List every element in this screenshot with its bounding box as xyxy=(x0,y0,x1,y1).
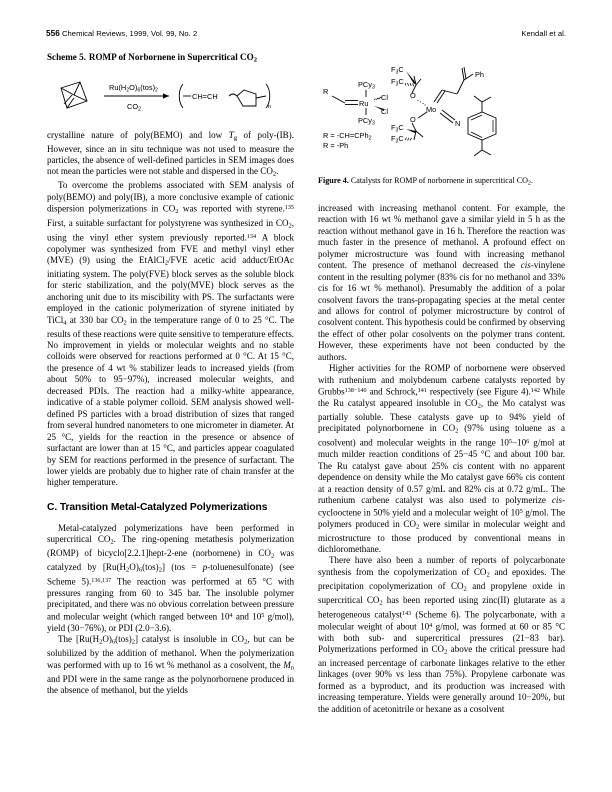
left-paragraph-1: crystalline nature of poly(BEMO) and low $T_g$ of poly-(IB). However, since an in situ technique was not used to measure the particles, the absence of well-defined particles in SEM images does not mean the particles were not stable and dispersed in the $CO_2$. xyxy=(47,129,294,178)
reaction-arrow xyxy=(104,93,169,98)
ru-metal-label: Ru xyxy=(359,99,369,108)
norbornene-structure xyxy=(61,82,87,108)
mo-aryl-ring xyxy=(468,112,496,140)
page-number: 556 xyxy=(46,29,60,38)
reagent-below-arrow: $CO_2$ xyxy=(127,101,141,113)
scheme-5-title-sub: 2 xyxy=(253,56,257,64)
journal-citation: Chemical Reviews, 1999, Vol. 99, No. 2 xyxy=(61,29,198,38)
right-paragraph-3: There have also been a number of reports of polycarbonate synthesis from the copolymerization of $CO_2$ and epoxides. The precipitation copolymerization of $CO_2$ and propylene oxide in supercritical $CO_2$ has been reported using zinc(II) glutarate as a heterogeneous catalyst$^{143}$ (Scheme 6). The polycarbonate, with a molecular weight of about $10^4$ g/mol, was formed at 60 or 85 °C with both sub- and supercritical pressures (21−83 bar). Polymerizations performed in $CO_2$ above the critical pressure had an increased percentage of carbonate linkages relative to the ether linkages (over 90% vs less than 75%). Propylene carbonate was formed as a byproduct, and its production was increased with increasing temperature. Yields were generally around 10−20%, but the addition of acetonitrile or hexane as a cosolvent xyxy=(318,555,566,714)
left-paragraph-3: Metal-catalyzed polymerizations have been performed in supercritical $CO_2$. The ring-opening metathesis polymerization (ROMP) of bicyclo[2.2.1]hept-2-ene (norbornene) in $CO_2$ was catalyzed by $[Ru(H_2O)_6(tos)_2] (tos$ = p-toluenesulfonate) (see Scheme 5).$^{136,137}$ The reaction was performed at 65 °C with pressures ranging from 60 to 345 bar. The insoluble polymer precipitated, and there was no obvious correlation between pressure and molecular weight (which ranged between $10^4$ and $10^5$ g/mol), yield (30−76%), or PDI (2.0−3.6). xyxy=(47,522,295,633)
scheme-5-title xyxy=(47,52,294,66)
scheme-5-svg xyxy=(47,68,294,124)
left-paragraph-2: To overcome the problems associated with SEM analysis of poly(BEMO) and poly(IB), a more conclusive example of cationic dispersion polymerizations in $CO_2$ was reported with styrene.$^{135}$ First, a suitable surfactant for polystyrene was synthesized in $CO_2$, using the vinyl ether system previously reported.$^{134}$ A block copolymer was synthesized from FVE and methyl vinyl ether (MVE) (9) using the EtAlCl$_2$/FVE acetic acid adduct/EtOAc initiating system. The poly(FVE) block serves as the soluble block for steric stabilization, and the poly(MVE) block serves as the anchoring unit due to its miscibility with PS. The surfactants were employed in the cationic polymerization of styrene initiated by TiCl$_4$ at 330 bar $CO_2$ in the temperature range of 0 to 25 °C. The results of these reactions were quite sensitive to temperature effects. No improvement in yields or molecular weights and no stable colloids were observed for reactions performed at 0 °C. At 15 °C, the presence of 4 wt % stabilizer leads to increased yields (from about 50% to 95−97%), increased molecular weights, and decreased PDIs. The reaction had a milky-white appearance, indicative of a stable polymer colloid. SEM analysis showed well-defined PS particles with a broad distribution of sizes that ranged from several hundred nanometers to one micrometer in diameter. At 25 °C, yields for the reaction in the presence or absence of surfactant are lower than at 15 °C, and particles appear coagulated by SEM for reactions performed in the presence of surfactant. The lower yields are probably due to higher rate of chain transfer at the higher temperature. xyxy=(47,180,294,488)
figure-4-caption-sub: 2 xyxy=(527,180,531,187)
scheme-5-title-text: ROMP of Norbornene in Supercritical CO xyxy=(88,52,254,62)
ru-r-label: R xyxy=(323,87,329,96)
ru-ligand-top: PCy$_3$ xyxy=(358,80,375,91)
ru-halide-1: Cl xyxy=(381,93,388,102)
mo-cf3-4: $F_3C$ xyxy=(391,134,404,145)
section-heading-c: C. Transition Metal-Catalyzed Polymerizations xyxy=(47,501,268,513)
mo-catalyst-structure xyxy=(391,65,496,156)
figure-4-caption-end: . xyxy=(530,176,533,185)
mo-oxygen-1: O xyxy=(410,91,416,100)
mo-wedge-cf3-3 xyxy=(406,129,416,133)
scheme-5-artwork xyxy=(47,68,294,124)
mo-hash-cf3-4 xyxy=(405,138,412,141)
figure-4-artwork xyxy=(318,52,568,172)
mo-cf3-1: $F_3C$ xyxy=(391,65,404,76)
mo-nitrogen-label: N xyxy=(455,119,461,128)
right-paragraph-1: increased with increasing methanol content. For example, the reaction with 16 wt % methanol gave a similar yield in 5 h as the reaction without methanol gave in 16 h. Therefore the reaction was much faster in the presence of methanol. A profound effect on polymer microstructure was found with increasing methanol content. The presence of methanol decreased the cis-vinylene content in the resulting polymer (83% cis for no methanol and 33% cis for 16 wt % methanol). Presumably the addition of a polar cosolvent favors the trans-propagating species at the metal center and allows for control of polymer microstructure by control of cosolvent content. This hypothesis could be confirmed by observing the effect of other polar cosolvents on the polymer trans content. However, these experiments have not been conducted by the authors. xyxy=(318,202,565,362)
mo-hash-cf3-2 xyxy=(405,83,414,86)
reagent-above-arrow: $Ru(H_2O)_6(tos)_2$ xyxy=(109,82,158,94)
running-head-left xyxy=(46,29,197,38)
right-paragraph-2: Higher activities for the ROMP of norbornene were observed with ruthenium and molybdenum carbene catalysts reported by Grubbs$^{138-140}$ and Schrock,$^{141}$ respectively (see Figure 4).$^{142}$ While the Ru catalyst appeared insoluble in $CO_2$, the Mo catalyst was partially soluble. These catalysts gave up to 94% yield of precipitated polynorbornene in $CO_2$ (97% using toluene as a cosolvent) and molecular weights in the range $10^5-10^6$ g/mol at much milder reaction conditions of 25−45 °C and about 100 bar. The Ru catalyst gave about 25% cis content with no apparent dependence on density while the Mo catalyst gave 66% cis content at a reaction density of 0.57 g/mL and 82% cis at 0.72 g/mL. The ruthenium carbene catalyst was also used to polymerize cis-cyclooctene in 50% yield and a molecular weight of $10^5$ g/mol. The polymers produced in $CO_2$ were similar in molecular weight and microstructure to those produced by conventional means in dichloromethane. xyxy=(318,363,565,555)
ru-r-note-2: R = -Ph xyxy=(323,141,349,150)
polymer-product xyxy=(179,84,271,110)
mo-dative-bond-1 xyxy=(417,100,425,106)
right-column xyxy=(318,52,565,715)
product-subscript-n: n xyxy=(268,103,271,110)
running-head-authors: Kendall et al. xyxy=(521,29,566,38)
mo-oxygen-2: O xyxy=(410,115,416,124)
running-head xyxy=(46,29,566,41)
ru-r-note-1: R = -CH=CPh$_2$ xyxy=(323,131,372,142)
left-column xyxy=(47,52,294,697)
scheme-5-label: Scheme 5. xyxy=(47,52,86,62)
mo-metal-label: Mo xyxy=(426,105,437,114)
figure-4-label: Figure 4. xyxy=(318,176,349,185)
product-ch-label: CH=CH xyxy=(192,91,218,101)
figure-4-caption xyxy=(318,176,565,189)
mo-phenyl-label: Ph xyxy=(475,70,485,79)
mo-cf3-2: $F_3C$ xyxy=(391,77,404,88)
ru-halide-2: Cl xyxy=(381,107,388,116)
ru-ligand-bottom: PCy$_3$ xyxy=(358,116,375,127)
mo-cf3-3: $F_3C$ xyxy=(391,123,404,134)
figure-4-svg xyxy=(318,52,568,172)
left-paragraph-4: The $[Ru(H_2O)_6(tos)_2]$ catalyst is insoluble in $CO_2$, but can be solubilized by the addition of methanol. When the polymerization was performed with up to 16 wt % methanol as a cosolvent, the $M_n$ and PDI were in the same range as the polynorbornene produced in the absence of methanol, but the yields xyxy=(47,634,294,696)
figure-4-caption-text: Catalysts for ROMP of norbornene in supercritical CO xyxy=(350,176,528,185)
ru-catalyst-structure xyxy=(323,80,388,127)
